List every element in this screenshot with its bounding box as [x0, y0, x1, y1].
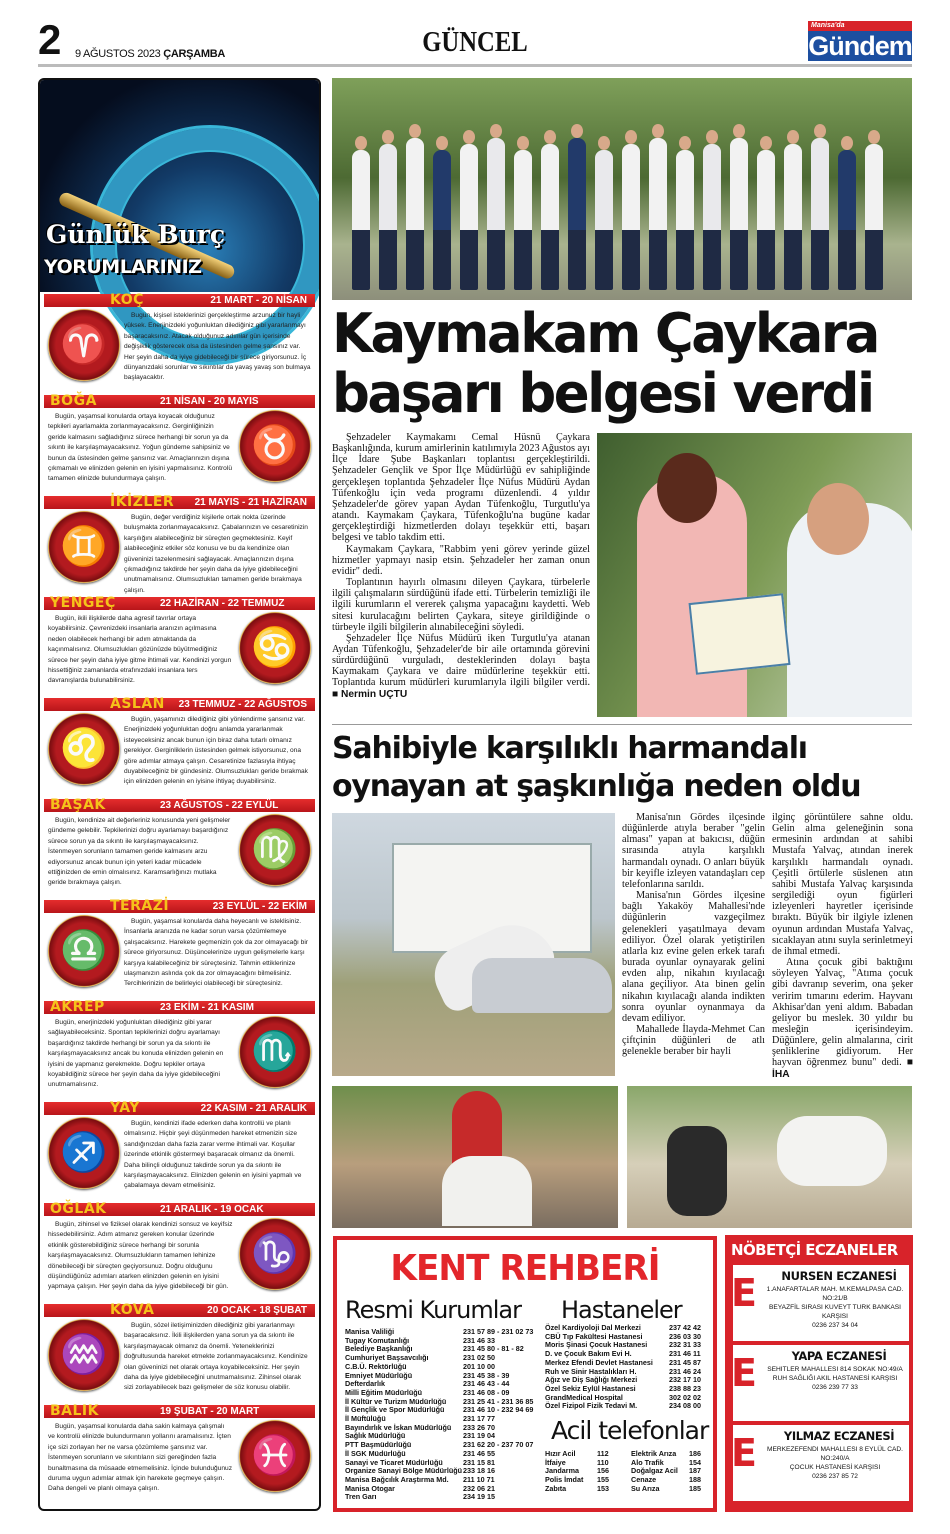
headline-2-line-1: Sahibiyle karşılıklı harmandalı	[332, 731, 807, 766]
entry-phone: 231 46 55	[463, 1448, 495, 1458]
entry-phone: 231 46 08 - 09	[463, 1387, 510, 1397]
person-figure	[568, 138, 586, 290]
group-photo	[332, 78, 912, 300]
entry-name: Su Arıza	[631, 1483, 660, 1493]
sign-text: Bugün, kişisel isteklerinizi gerçekleştirme arzunuz bir hayli yüksek. Enerjinizdeki yoğunluktan dilediğiniz gibi yararlanmayı başaracaksınız. Atacak olduğunuz adımlar gün içerisinde değişiklik gösterecek olsa da üstesinden gelme şansınız var. Her şeyin daha da iyiye gidebileceği bir sürece giriyorsunuz. İç dünyanızdaki sorunlar ve sıkıntılar da yavaş yavaş son bulmaya başlayacaktır.	[124, 312, 311, 382]
sign-dates: 23 EKİM - 21 KASIM	[160, 1002, 254, 1013]
entry-name: Tugay Komutanlığı	[345, 1335, 410, 1345]
sign-2	[40, 495, 319, 596]
directory-row	[545, 1485, 621, 1494]
entry-name: Özel Kardiyoloji Dal Merkezi	[545, 1323, 641, 1332]
pharmacy-card	[733, 1345, 909, 1421]
person-head	[355, 136, 367, 150]
entry-phone: 231 45 87	[669, 1357, 701, 1367]
person-head	[463, 130, 475, 144]
sign-dates: 23 EYLÜL - 22 EKİM	[212, 901, 307, 912]
entry-name: İtfaiye	[545, 1457, 566, 1467]
entry-name: Moris Şinasi Çocuk Hastanesi	[545, 1340, 648, 1350]
entry-phone: 154	[689, 1457, 701, 1467]
entry-phone: 186	[689, 1449, 701, 1458]
article-2-col-1	[622, 812, 765, 1057]
sign-8	[40, 1101, 319, 1202]
entry-name: Hızır Acil	[545, 1449, 576, 1458]
sign-10	[40, 1303, 319, 1404]
person-figure	[730, 138, 748, 290]
paragraph: Şehzadeler Kaymakamı Cemal Hüsnü Çaykara Başkanlığında, kurum amirlerinin katılımıyla 2023 Ağustos ayı İlçe İdare Şube Başkanları toplantısı gerçekleştirildi. Şehzadeler Gençlik ve Spor İlçe Müdürlüğü ev sahipliğinde gerçekleşen toplantıda Şehzadeler İlçe Nüfus Müdürü Aydan Tüfenkoğlu için veda programı düzenlendi. 4 yıldır Şehzadeler'de görev yapan Aydan Tüfenkoğlu, Turgutlu'ya atandı. Kaymakam Çaykara, Tüfenkoğlu'na bugüne kadar gerçekleştirdiği hizmetlerden dolayı teşekkür etti, başarı belgesi ve tablo takdim etti.	[332, 432, 590, 544]
person-head	[517, 136, 529, 150]
person-head	[733, 124, 745, 138]
pharmacy-card	[733, 1265, 909, 1341]
date-text: 9 AĞUSTOS 2023	[75, 48, 161, 60]
official-institutions-list	[345, 1328, 545, 1502]
headline-1-line-2: başarı belgesi verdi	[332, 362, 873, 425]
entry-name: İl Müftülüğü	[345, 1414, 386, 1424]
headline-1	[332, 304, 905, 424]
paragraph: Toplantının hayırlı olmasını dileyen Çaykara, türbelerle ilgili çalışmaların sürdüğünü ifade etti. Türbelerin temizliği ile ilgili kurumların el vererek çalışma yapacağını kaydetti. Web sitesi kurulacağını belirten Çaykara, siteye girildiğinde o türbeyle ilgili bilgilerin alınabileceğini söyledi.	[332, 577, 590, 633]
person-head	[868, 130, 880, 144]
entry-name: İl Kültür ve Turizm Müdürlüğü	[345, 1396, 447, 1406]
entry-name: Doğalgaz Acil	[631, 1466, 678, 1476]
entry-phone: 156	[597, 1466, 609, 1476]
wedding-dance-photo	[627, 1086, 912, 1228]
logo-text: Gündem	[808, 31, 912, 61]
sign-text: Bugün, sözel iletişiminizden dilediğiniz gibi yararlanmayı başaracaksınız. İkili ilişkilerden yana sorun ya da sıkıntı ile karşılaşmayacak olmanız da önemli. Yeteneklerinizi doğrultusunda hareket etmekte zorlanmayacaksınız. Kendinize olan güveninizi net olarak ortaya koyabileceksiniz. Her şeyin daha da iyiye gidebileceğini unutmamalısınız. Zihinsel olarak sizi zorlayabilecek bazı gelişmeler de söz konusu olabilir.	[124, 1322, 308, 1392]
entry-phone: 188	[689, 1475, 701, 1485]
sign-name: KOVA	[110, 1302, 155, 1318]
sign-dates: 22 HAZİRAN - 22 TEMMUZ	[160, 598, 285, 609]
pharmacy-address	[763, 1285, 907, 1330]
entry-name: Cenaze	[631, 1475, 657, 1485]
zodiac-icon: ♎	[48, 915, 120, 987]
entry-phone: 231 62 20 - 237 70 07	[463, 1440, 534, 1450]
entry-name: C.B.Ü. Rektörlüğü	[345, 1361, 407, 1371]
byline: İHA	[772, 1068, 790, 1080]
horoscope-banner	[40, 80, 319, 292]
city-guide	[333, 1236, 717, 1512]
person-figure	[433, 150, 451, 290]
address-line: MERKEZEFENDI MAHALLESI 8 EYLÜL CAD.	[766, 1446, 904, 1453]
zodiac-icon: ♑	[239, 1218, 311, 1290]
sign-3	[40, 596, 319, 697]
person-head	[436, 136, 448, 150]
entry-name: Belediye Başkanlığı	[345, 1344, 413, 1354]
headline-2-line-2: oynayan at şaşkınlığa neden oldu	[332, 769, 861, 804]
sign-name: BALIK	[50, 1403, 99, 1419]
entry-phone: 110	[597, 1457, 609, 1467]
entry-phone: 231 25 41 - 231 36 85	[463, 1396, 534, 1406]
sign-text: Bugün, yaşamsal konularda daha heyecanlı ve isteklisiniz. İnsanlarla aranızda ne kadar sorun varsa çözümlemeye çalışacaksınız. Harekete geçmenizin çok da zor olmayacağı bir sürece giriyorsunuz. Düşüncelerinize uygun gelişmelerle karşı karşıya kalabileceğiniz bir süreçtesiniz. Tahmin ettiklerinize ulaşmanızın aslında çok da zor olmayacağını bilmelisiniz. Tercihlerinizin de belirleyici olabileceği bir süreçtesiniz.	[124, 918, 308, 988]
entry-name: Emniyet Müdürlüğü	[345, 1370, 413, 1380]
entry-name: Alo Trafik	[631, 1457, 664, 1467]
entry-phone: 234 19 15	[463, 1492, 495, 1502]
zodiac-icon: ♌	[48, 713, 120, 785]
entry-phone: 232 06 21	[463, 1483, 495, 1493]
entry-phone: 237 42 42	[669, 1323, 701, 1332]
pharmacies-on-duty	[725, 1235, 913, 1512]
entry-name: Polis İmdat	[545, 1475, 584, 1485]
headline-1-line-1: Kaymakam Çaykara	[332, 302, 878, 365]
entry-name: Cumhuriyet Başsavcılığı	[345, 1353, 429, 1363]
sign-0	[40, 293, 319, 394]
horse-dance-photo	[332, 813, 615, 1076]
zodiac-icon: ♓	[239, 1420, 311, 1492]
zodiac-icon: ♈	[48, 309, 120, 381]
entry-name: Manisa Otogar	[345, 1483, 395, 1493]
entry-phone: 236 03 30	[669, 1331, 701, 1341]
directory-row	[545, 1402, 711, 1411]
sign-name: AKREP	[50, 999, 105, 1015]
sign-text: Bugün, ikili ilişkilerde daha agresif tavırlar ortaya koyabilirsiniz. Çevrenizdeki insanlarla aranızın açılmasına neden olabilecek herhangi bir adım atmaktanda da kaçınmalısınız. Olumsuzlukları gözünüzde büyütmediğiniz sürece her şeyin daha iyiye gitme ihtimali var. Kendinizi yorgun hissettiğiniz zamanlarda etrafınızdaki insanlara ters davranışlarda bulunabilirsiniz.	[48, 615, 232, 685]
sign-text: Bugün, değer verdiğiniz kişilerle ortak nokta üzerinde buluşmakta zorlanmayacaksınız. Çabalarınızın ve cesaretinizin karşılığını alabileceğiniz bir süreçten geçmektesiniz. Keyif alabileceğiniz etkiler söz konusu ve bu da kendinize olan güveninizi tazelenmesini sağlayacak. Amaçlarınızın dışına çıkmadığınız takdirde her şeyin daha da iyiye gidebileceğini unutmamalısınız. Olumsuzlukları tamamen geride bırakmaya çalışın.	[124, 514, 308, 594]
sign-name: OĞLAK	[50, 1201, 107, 1217]
sign-name: KOÇ	[110, 292, 144, 308]
entry-phone: 185	[689, 1483, 701, 1493]
entry-phone: 231 46 11	[669, 1349, 701, 1359]
bride-on-horse-photo	[332, 1086, 618, 1228]
entry-name: Ruh ve Sinir Hastalıkları H.	[545, 1366, 637, 1376]
paragraph: ilginç görüntülere sahne oldu. Gelin alma geleneğinin sona ermesinin ardından at sahibi Mustafa Yalvaç, atından inerek karşılıklı harmandalı oynadı. Çeşitli örtülerle süslenen atın sahibi Mustafa Yalvaç karşısında sergilediği oyun figürleri izleyenleri hayretler içerisinde bıraktı. Büyük bir ilgiyle izlenen oyunun ardından Mustafa Yalvaç, sıcaklayan atını suyla serinletmeyi de ihmal etmedi.	[772, 812, 913, 957]
entry-name: Organize Sanayi Bölge Müdürlüğü	[345, 1466, 463, 1476]
sign-1	[40, 394, 319, 495]
entry-name: Merkez Efendi Devlet Hastanesi	[545, 1357, 653, 1367]
zodiac-icon: ♒	[48, 1319, 120, 1391]
sign-dates: 23 TEMMUZ - 22 AĞUSTOS	[178, 699, 307, 710]
byline: Nermin UÇTU	[340, 688, 408, 700]
sign-name: ASLAN	[110, 696, 165, 712]
entry-phone: 155	[597, 1475, 609, 1485]
entry-phone: 211 10 71	[463, 1474, 495, 1484]
entry-name: Manisa Bağcılık Araştırma Md.	[345, 1474, 449, 1484]
person-figure	[352, 150, 370, 290]
sign-7	[40, 1000, 319, 1101]
entry-name: Ağız ve Diş Sağlığı Merkezi	[545, 1375, 638, 1385]
pharmacy-card	[733, 1425, 909, 1501]
entry-phone: 153	[597, 1483, 609, 1493]
section-title: GÜNCEL	[422, 26, 528, 58]
entry-phone: 231 15 81	[463, 1457, 495, 1467]
person-figure	[757, 150, 775, 290]
paragraph: Kaymakam Çaykara, "Rabbim yeni görev yerinde güzel hizmetler yapmayı nasip etsin. Şehzadeler her zaman onun evidir" dedi.	[332, 543, 590, 577]
person-figure	[676, 150, 694, 290]
sign-text: Bugün, yaşamınızı dilediğiniz gibi yönlendirme şansınız var. Enerjinizdeki yoğunluktan doğru anlamda yararlanmak isteyeceksiniz ancak bunun için biraz daha tutarlı olmanız gerekiyor. Gerginliklerin üstesinden gelmek istiyorsunuz, ona göre adımlar atmaya çalışın. Cesaretinize fazlasıyla ihtiyaç duyabileceğiniz bir gündesiniz. Olumsuzlukları geride bırakmak için elinizden gelenin en iyisine ihtiyaç duyabilirsiniz.	[124, 716, 308, 786]
entry-phone: 231 57 89 - 231 02 73	[463, 1327, 534, 1336]
entry-name: Zabıta	[545, 1483, 567, 1493]
entry-phone: 232 17 10	[669, 1375, 701, 1385]
pharmacy-name: YILMAZ ECZANESİ	[783, 1429, 895, 1443]
zodiac-icon: ♐	[48, 1117, 120, 1189]
entry-name: İl Gençlik ve Spor Müdürlüğü	[345, 1405, 445, 1415]
entry-phone: 231 17 77	[463, 1414, 495, 1424]
entry-name: Manisa Valiliği	[345, 1327, 395, 1336]
sign-name: BOĞA	[50, 393, 97, 409]
sign-dates: 22 KASIM - 21 ARALIK	[200, 1103, 307, 1114]
entry-name: Sağlık Müdürlüğü	[345, 1431, 406, 1441]
address-line: 0236 237 34 04	[812, 1322, 858, 1329]
article-2-col-2: ilginç görüntülere sahne oldu. Gelin alma geleneğinin sona ermesinin ardından at sahibi Mustafa Yalvaç, atından inerek karşılıklı harmandalı oynadı. Çeşitli örtülerle süslenen atın sahibi Mustafa Yalvaç karşısında sergilediği oyun figürleri izleyenleri hayretler içerisinde bıraktı. Büyük bir ilgiyle izlenen oyunun ardından Mustafa Yalvaç, sıcaklayan atını suyla serinletmeyi de ihmal etmedi. Atına çocuk gibi baktığını söyleyen Yalvaç, "Atıma çocuk gibi davranıp severim, ona şeker veririm tımarını ederim. Hayvanı Akhisar'dan yeni aldım. Babadan geliyor bu meslek. 30 yıldır bu mesleğin içerisindeyim. Düğünlere, gelin almalarına, cirit şenliklerine gidiyorum. Her hayvan öğrenmez bunu" dedi. ■ İHA	[772, 812, 914, 1080]
certificate-photo	[597, 433, 912, 717]
paragraph: Manisa'nın Gördes ilçesinde düğünlerde atıyla beraber "gelin alması" yapan at bakıcısı, düğün sırasında atıyla karşılıklı harmandalı oynadı. O anları büyük bir keyifle izleyen vatandaşları cep telefonlarına sarıldı.	[622, 812, 765, 890]
person-figure	[514, 150, 532, 290]
sign-name: YENGEÇ	[50, 595, 116, 611]
person-head	[382, 130, 394, 144]
weekday: ÇARŞAMBA	[163, 48, 226, 60]
entry-name: Jandarma	[545, 1466, 579, 1476]
zodiac-icon: ♉	[239, 410, 311, 482]
person-figure	[406, 138, 424, 290]
person-head	[841, 136, 853, 150]
directory-row	[345, 1493, 545, 1502]
address-line: NO:240/A	[820, 1455, 850, 1462]
person-head	[598, 136, 610, 150]
article-1-body: Şehzadeler Kaymakamı Cemal Hüsnü Çaykara Başkanlığında, kurum amirlerinin katılımıyla 2023 Ağustos ayı İlçe İdare Şube Başkanları toplantısı gerçekleştirildi. Şehzadeler Gençlik ve Spor İlçe Müdürlüğü ev sahipliğinde gerçekleşen toplantıda Şehzadeler İlçe Nüfus Müdürü Aydan Tüfenkoğlu için veda programı düzenlendi. 4 yıldır Şehzadeler'de görev yapan Aydan Tüfenkoğlu, Turgutlu'ya atandı. Kaymakam Çaykara, Tüfenkoğlu'na bugüne kadar gerçekleştirdiği hizmetlerden dolayı teşekkür etti, başarı belgesi ve tablo takdim etti. Kaymakam Çaykara, "Rabbim yeni görev yerinde güzel hizmetler yapmayı nasip etsin. Şehzadeler her zaman onun evidir" dedi. Toplantının hayırlı olmasını dileyen Çaykara, türbelerle ilgili çalışmaların sürdüğünü ifade etti. Türbelerin temizliği ile ilgili kurumların el vererek çalışma yapacağını kaydetti. Web sitesi kurulacağını belirten Çaykara, siteye girildiğinde o türbeyle ilgili bilgilerin alınabileceğini söyledi. Şehzadeler İlçe Nüfus Müdürü iken Turgutlu'ya atanan Aydan Tüfenkoğlu, Şehzadeler'de bir aile ortamında görevini sürdürdüğünü vurguladı, desteklerinden dolayı başta Kaymakam Çaykara ve daire müdürlerine teşekkür etti. Toplantıda kurum müdürleri kurumlarıyla ilgili bilgiler verdi. ■ Nermin UÇTU	[332, 432, 590, 700]
sign-dates: 21 ARALIK - 19 OCAK	[160, 1204, 264, 1215]
paragraph: Manisa'nın Gördes ilçesine bağlı Yakaköy Mahallesi'nde düğünlerin vazgeçilmez gelenekleri yaşatılmaya devam ediliyor. Özel olarak yetiştirilen atlarla kız evine gelen erkek tarafı burada oyunlar oynayarak gelini evden alıp, nikahın kıyılacağı alana geçiliyor. Ata binen gelin nikahın kıyılacağı alanda indikten sonra oyunlar oynanmaya da devam ediliyor.	[622, 890, 765, 1024]
person-head	[409, 124, 421, 138]
hospitals-list	[545, 1324, 711, 1411]
emergency-list-2	[631, 1450, 707, 1494]
person-head	[814, 124, 826, 138]
person-figure	[865, 144, 883, 290]
directory-row	[631, 1485, 707, 1494]
entry-name: CBÜ Tıp Fakültesi Hastanesi	[545, 1331, 643, 1341]
entry-phone: 302 02 02	[669, 1392, 701, 1402]
pharmacy-icon: E	[731, 1271, 757, 1315]
address-line: 0236 237 85 72	[812, 1473, 858, 1480]
page-number: 2	[38, 16, 62, 63]
entry-name: Defterdarlık	[345, 1379, 385, 1389]
person-head	[490, 124, 502, 138]
pharmacy-address	[763, 1365, 907, 1392]
zodiac-icon: ♏	[239, 1016, 311, 1088]
address-line: 1.ANAFARTALAR MAH. M.KEMALPASA CAD.	[766, 1286, 904, 1293]
newspaper-logo[interactable]	[808, 21, 912, 61]
person-head	[787, 130, 799, 144]
address-line: BEYAZFİL SIRASI KUVEYT TURK BANKASI	[768, 1304, 902, 1311]
address-line: RUH SAĞLIĞI AKIL HASTANESİ KARŞISI	[772, 1375, 898, 1382]
person-figure	[703, 144, 721, 290]
entry-phone: 231 46 24	[669, 1366, 701, 1376]
address-line: SEHITLER MAHALLESI 814 SOKAK NO:49/A	[767, 1366, 903, 1373]
official-institutions-title: Resmi Kurumlar	[345, 1296, 521, 1324]
person-figure	[838, 150, 856, 290]
sign-dates: 21 NİSAN - 20 MAYIS	[160, 396, 259, 407]
person-head	[760, 136, 772, 150]
sign-dates: 23 AĞUSTOS - 22 EYLÜL	[160, 800, 279, 811]
entry-name: Bayındırlık ve İskan Müdürlüğü	[345, 1422, 452, 1432]
zodiac-icon: ♊	[48, 511, 120, 583]
person-figure	[811, 138, 829, 290]
entry-phone: 233 26 70	[463, 1422, 495, 1432]
sign-4	[40, 697, 319, 798]
sign-text: Bugün, yaşamsal konularda daha sakin kalmaya çalışmalı ve kontrolü elinizde bulundurmanın yollarını aramalısınız. İçten içe sizi zorlayan her ne varsa çözümleme şansınız var. İstenmeyen sorunların ve sıkıntıların sizi gereğinden fazla bunaltmasına da müsaade etmemelisiniz. İçinde bulunduğunuz duruma uygun adımlar atmak için harekete geçmeye çalışın. Daha dengeli ve planlı olmaya çalışın.	[48, 1423, 233, 1493]
entry-name: Milli Eğitim Müdürlüğü	[345, 1387, 423, 1397]
entry-phone: 233 18 16	[463, 1466, 495, 1476]
person-head	[652, 124, 664, 138]
sign-dates: 21 MAYIS - 21 HAZİRAN	[194, 497, 307, 508]
sign-6	[40, 899, 319, 1000]
address-line: KARŞISI	[821, 1313, 849, 1320]
pharmacies-title: NÖBETÇİ ECZANELER	[731, 1241, 898, 1259]
entry-phone: 231 46 43 - 44	[463, 1379, 510, 1389]
sign-text: Bugün, zihinsel ve fiziksel olarak kendinizi sonsuz ve keyifsiz hissedebilirsiniz. Adım atmanız gereken konular üzerinde etkinlik gösterebildiğiniz sürece herhangi bir sorunla karşılaşmayacaksınız. Olumsuzlukların tamamen lehinize dönebileceği bir süreçten geçiyorsunuz. Doğru olduğunu düşündüğünüz adımları atarken elinizden gelenin en iyisini yapmaya çalışın. Her şeyin daha da iyiye gidebileceği bir gün.	[48, 1221, 233, 1291]
address-line: 0236 239 77 33	[812, 1384, 858, 1391]
entry-name: D. ve Çocuk Bakım Evi H.	[545, 1349, 632, 1359]
person-figure	[487, 138, 505, 290]
sign-text: Bugün, enerjinizdeki yoğunluktan dilediğiniz gibi yarar sağlayabileceksiniz. Spontan tepkilerinizi doğru ayarlamayı başardığınız takdirde herhangi bir sorun ya da sıkıntı ile karşılaşmayacaksınız ancak bu konuda elinizden gelenin en iyisini de yapmanız gerekmekte. Doğru tepkiler ortaya koyabildiğiniz sürece her şeyin daha da iyiye gidebileceğini unutmamalısınız.	[48, 1019, 224, 1089]
entry-phone: 201 10 00	[463, 1361, 495, 1371]
entry-name: Elektrik Arıza	[631, 1449, 677, 1458]
sign-dates: 19 ŞUBAT - 20 MART	[160, 1406, 260, 1417]
pharmacy-address	[763, 1445, 907, 1481]
pharmacy-name: YAPA ECZANESİ	[791, 1349, 887, 1363]
city-guide-title: KENT REHBERİ	[390, 1248, 660, 1289]
entry-name: Özel Fizipol Fizik Tedavi M.	[545, 1401, 638, 1411]
sign-dates: 20 OCAK - 18 ŞUBAT	[207, 1305, 307, 1316]
sign-name: TERAZİ	[110, 898, 170, 914]
entry-name: İl SGK Müdürlüğü	[345, 1448, 406, 1458]
sign-name: İKİZLER	[110, 494, 175, 510]
sign-name: BAŞAK	[50, 797, 106, 813]
entry-phone: 231 19 04	[463, 1431, 495, 1441]
entry-name: GrandMedical Hospital	[545, 1392, 623, 1402]
person-head	[706, 130, 718, 144]
paragraph: Şehzadeler İlçe Nüfus Müdürü iken Turgutlu'ya atanan Aydan Tüfenkoğlu, Şehzadeler'de bir aile ortamında görevini sürdürdüğünü vurguladı, desteklerinden dolayı başta Kaymakam Çaykara ve daire müdürlerine teşekkür etti. Toplantıda kurum müdürleri kurumlarıyla ilgili bilgiler verdi.	[332, 632, 590, 689]
horoscope-column	[38, 78, 321, 1511]
pharmacy-icon: E	[731, 1351, 757, 1395]
person-head	[544, 130, 556, 144]
entry-phone: 231 45 80 - 81 - 82	[463, 1344, 524, 1354]
entry-name: Özel Sekiz Eylül Hastanesi	[545, 1383, 636, 1393]
entry-name: PTT Başmüdürlüğü	[345, 1440, 412, 1450]
sign-5	[40, 798, 319, 899]
entry-name: Sanayi ve Ticaret Müdürlüğü	[345, 1457, 443, 1467]
entry-phone: 231 46 10 - 232 94 69	[463, 1405, 534, 1415]
address-line: NO:21/B	[822, 1295, 848, 1302]
header-divider	[38, 64, 912, 67]
emergency-title: Acil telefonlar	[551, 1416, 709, 1445]
person-head	[625, 130, 637, 144]
paragraph: Mahallede İlayda-Mehmet Can çiftçinin düğünleri de atlı gelenekle beraber bir hayli	[622, 1023, 765, 1058]
sign-text: Bugün, yaşamsal konularda ortaya koyacak olduğunuz tepkileri ayarlamakta zorlanmayacaksınız. Gerginliğinizin geride kalmasını sağladığınız sürece herhangi bir sorun ya da sıkıntı ile karşılaşmayacaksınız. Yoğun gündeme sahipsiniz ve bunun da üstesinden gelme şansınız var. Amaçlarınızın dışına çıkmamalı ve elinizden gelenin en iyisini yapmalısınız. Kontrolü tamamen elinizde bulundurmaya çalışın.	[48, 413, 232, 483]
person-figure	[784, 144, 802, 290]
entry-phone: 234 08 00	[669, 1401, 701, 1411]
pharmacy-name: NURSEN ECZANESİ	[781, 1269, 897, 1283]
entry-phone: 112	[597, 1449, 609, 1458]
logo-top: Manisa'da	[808, 21, 912, 31]
sign-text: Bugün, kendinizi ifade ederken daha kontrollü ve planlı olmalısınız. Hiçbir şeyi düşünmeden hareket etmenizin size sandığınızdan daha fazla zarar verme ihtimali var. Koşullar üzerinde etkinlik göstermeyi başaracak olmanız da önemli. Daha bilinçli olduğunuz takdirde sorun ya da sıkıntı ile karşılaşmayacaksınız. Elinizden gelenin en iyisini yapmalı ve çabalamaya devam etmelisiniz.	[124, 1120, 302, 1190]
entry-phone: 232 31 33	[669, 1340, 701, 1350]
entry-phone: 231 02 50	[463, 1353, 495, 1363]
address-line: ÇOCUK HASTANESİ KARŞISI	[789, 1464, 881, 1471]
person-figure	[649, 138, 667, 290]
entry-name: Tren Garı	[345, 1492, 377, 1502]
banner-title: Günlük Burç	[46, 220, 226, 249]
banner-subtitle: YORUMLARINIZ	[44, 256, 202, 278]
sign-9	[40, 1202, 319, 1303]
zodiac-icon: ♍	[239, 814, 311, 886]
sign-11	[40, 1404, 319, 1505]
sign-dates: 21 MART - 20 NİSAN	[210, 295, 307, 306]
sign-name: YAY	[110, 1100, 140, 1116]
paragraph: Atına çocuk gibi baktığını söyleyen Yalvaç, "Atıma çocuk gibi davranıp severim, ona şeker veririm tımarını ederim. Hayvanı Akhisar'dan yeni aldım. Babadan geliyor bu meslek. 30 yıldır bu mesleğin içerisindeyim. Düğünlere, gelin almalarına, cirit şenliklerine gidiyorum. Her hayvan öğrenmez bunu" dedi.	[772, 957, 913, 1069]
sign-text: Bugün, kendinize ait değerleriniz konusunda yeni gelişmeler gündeme gelebilir. Tepkilerinizi doğru ayarlamayı başardığınız sürece sorun ya da sıkıntı ile karşılaşmayacaksınız. İstenmeyen sorunların tamamen geride kalmasını arzu ediyorsunuz ancak bunun için yeteri kadar mücadele ettiğinizden de emin olmalısınız. Karamsarlığınızı mutlaka geride bırakmaya çalışın.	[48, 817, 231, 887]
person-figure	[379, 144, 397, 290]
person-head	[679, 136, 691, 150]
person-head	[571, 124, 583, 138]
entry-phone: 238 88 23	[669, 1383, 701, 1393]
zodiac-icon: ♋	[239, 612, 311, 684]
entry-phone: 231 46 33	[463, 1335, 495, 1345]
person-figure	[595, 150, 613, 290]
person-figure	[460, 144, 478, 290]
pharmacy-icon: E	[731, 1431, 757, 1475]
entry-phone: 187	[689, 1466, 701, 1476]
article-divider	[332, 724, 912, 725]
person-figure	[622, 144, 640, 290]
person-figure	[541, 144, 559, 290]
emergency-list-1	[545, 1450, 621, 1494]
hospitals-title: Hastaneler	[561, 1296, 682, 1324]
entry-phone: 231 45 38 - 39	[463, 1370, 510, 1380]
headline-2	[332, 730, 917, 806]
